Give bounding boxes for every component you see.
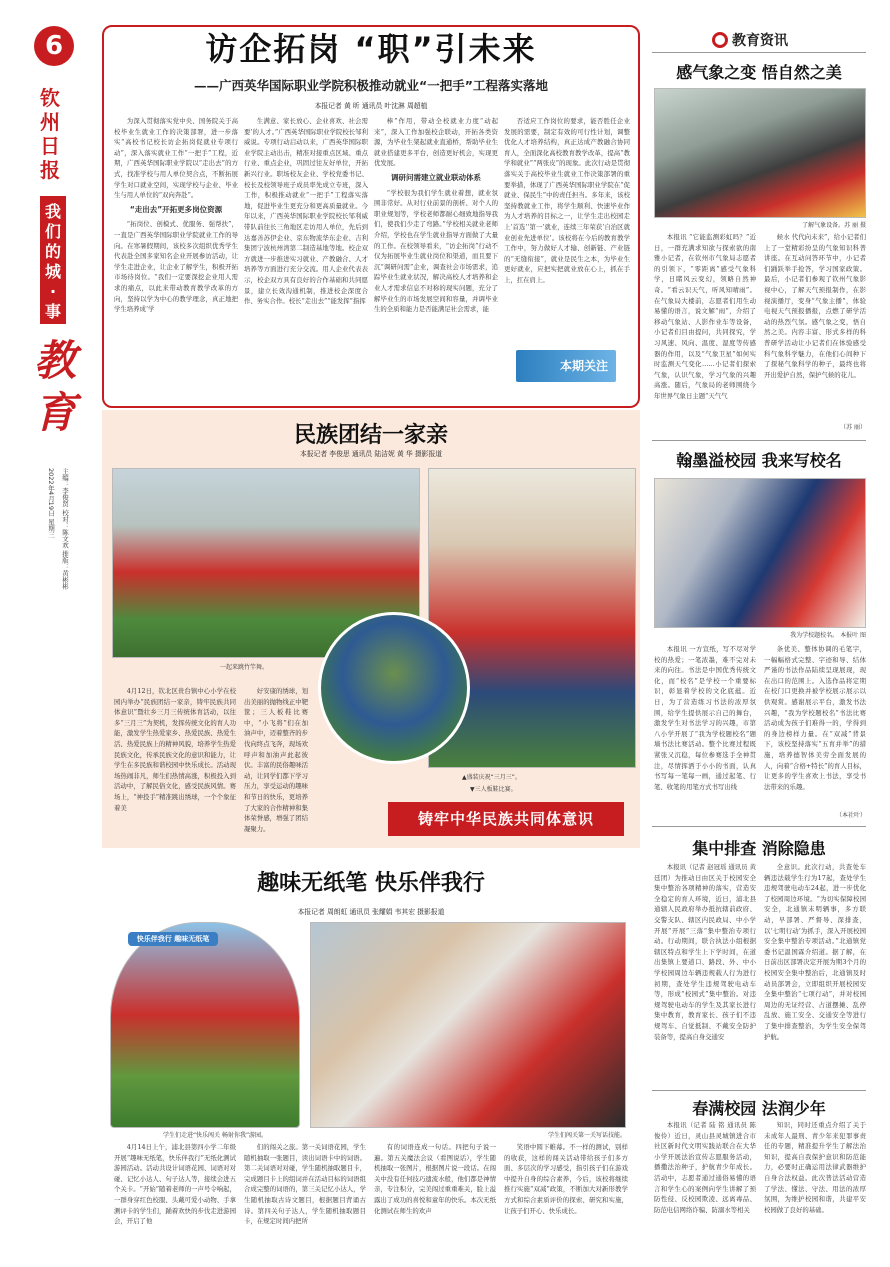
focus-tag bbox=[516, 350, 616, 382]
lead-paragraph: 生满意、家长放心、企业喜欢、社会需要’的人才。”广西英华国际职业学院校长邹利威说。专项行动启动以来，广西英华国际职业学院主动出击，精准对接重点区域、重点行业、重点企业，巩固过往友好单位，开拓新兴行业。职场校友企业、学校党委书记、校长及校领导班子成员率先成立专班，深入工作，积极推动就业“一把手”工程落实落地，促进毕业生更充分和更高质量就业。今年以来，广西英华国际职业学院校长邹利威带队前往长三角地区走访用人单位，先后到达嘉善苏伊企业、京东物流华东企业、吉利集团宁波杭州湾第二制造基地等地。校企双方就进一步推进实习就业、产教融合、人才培养等方面进行充分交流。用人企业代表表示，校企双方具有良好的合作基础和共同愿景，建立长效沟通机制，推进校企深度合作、务实合作。校长“走出去”“能发挥”指挥 bbox=[244, 117, 368, 306]
lead-byline: 本报记者 黄 昕 通讯员 叶沈淋 周超植 bbox=[314, 102, 428, 110]
paperless-photo-sign: 快乐伴我行 趣味无纸笔 bbox=[128, 932, 218, 946]
paper-name: 钦州日报 bbox=[40, 86, 60, 182]
safety-paragraph: 本报讯（记者 赵冠瑶 通讯员 黄廷团）为推动日由区关于校园安全集中整治各项精神的落实，营造安全稳定的育人环境，近日，浦北县通辖人民政府举办抵抗辖前政府、交警支队、辖区内民政局、中小学开展“开展”三落“集中整治专项行动。行动期间，联合执法小组根据辖区特点和学生上下学时间，在道出集镇上要道口、路段、外、中小学校园周边车辆违规载人行为进行初期，查处学生违规驾驶电动车等，形成“校园式”集中整治。对违规驾驶电动车的学生及其家长进行集中教育，教育家长、孩子们不违规驾车、自觉抵制、不戴安全防护装备等，提高自身交通安 bbox=[654, 863, 756, 1041]
lead-col-4 bbox=[504, 116, 630, 342]
lead-col-3 bbox=[374, 116, 498, 404]
paperless-paragraph: 们的闯关之旅。第一关词语花园，学生随机抽取一张题目，读出词语卡中的词语。第二关词语对对碰，学生随机抽取题目卡，完成题目卡上的组词并在活动目标的词语组合成完整的词语的，第三关记忆小达人，学生随机抽取古诗文题目，根据题目背诵古诗。第四关句子达人，学生随机抽取题目卡，在规定时间内把所 bbox=[244, 1143, 366, 1226]
calligraphy-col-a bbox=[654, 644, 756, 820]
news-logo-icon bbox=[712, 32, 728, 48]
spring-col-a bbox=[654, 1120, 756, 1256]
news-brand bbox=[712, 30, 788, 50]
paperless-col-1 bbox=[114, 1142, 236, 1260]
unity-paragraph: 好安康的绣球，划出美丽的抛物线正中靶筐；三人板鞋比赛中，“小飞将”们在加油声中，迈着整齐的步伐向终点飞奔，现场欢呼声和加油声此起彼伏。丰富的民俗趣味活动，让同学们都下学习压力，享受运动的趣味和节日的快乐，更培养了大家的合作精神和集体荣誉感，增强了团结凝聚力。 bbox=[244, 687, 308, 833]
calligraphy-title: 翰墨溢校园 我来写校名 bbox=[676, 451, 842, 470]
calligraphy-photo-caption: 我为学校题校名。 本报叶 图 bbox=[790, 632, 866, 639]
safety-title: 集中排查 消除隐患 bbox=[692, 839, 826, 858]
paperless-photo-quiz bbox=[310, 922, 626, 1128]
unity-photo-costume-caption: ▲盛装庆祝“三月三”。 bbox=[462, 774, 521, 781]
lead-subhead-1: “走出去”开拓更多岗位资源 bbox=[129, 204, 223, 214]
news1-col-a bbox=[654, 232, 756, 432]
section-name: 教育 bbox=[33, 336, 76, 437]
lead-paragraph: “学校很为我们学生就业着想，就业氛围非常好。从对行业前景的剖析、对个人的职业规划等，学校老师都耐心细致地指导我们，使我们少走了弯路。”学校相关就业老师介绍，学校也在学生就业指导方面做了大量的工作。在校领导看来，“访企拓岗”行动不仅为拓展毕业生就业岗位和渠道，而且要下沉“调研问需”企业，调查社会市场需求，追踪毕业生就业状况，解决高校人才培养和企业人才需求信息不对称的现实问题，充分了解毕业生的市场发展空间和容量，并调毕业生的全质和能力是否能满足社会需求，能 bbox=[374, 188, 498, 314]
sidebar-rule bbox=[652, 52, 866, 53]
calligraphy-photo bbox=[654, 478, 866, 628]
sidebar-rule bbox=[652, 440, 866, 441]
safety-col-a bbox=[654, 862, 756, 1084]
issue-date: 2022年4月19日 星期三 bbox=[47, 468, 55, 539]
sidebar-rule bbox=[652, 1090, 866, 1091]
calligraphy-byline: （本社叶） bbox=[835, 812, 866, 819]
unity-col-1 bbox=[114, 686, 236, 846]
lead-title: 访企拓岗 “职”引未来 bbox=[205, 30, 537, 68]
lead-subhead-2: 调研问需建立就业联动体系 bbox=[391, 172, 481, 182]
spring-col-b bbox=[764, 1120, 866, 1256]
spring-paragraph: 本报讯（记者 陆 铭 通讯员 陈俊伶）近日，灵山县灵城镇进合市社区新时代文明实践站联合在大华小学开展法治宣传志愿服务活动，播撒法治种子，护航青少年成长。活动中，志愿者通过通俗易懂的语言和学生心的案例向学生讲解了预防性侵、反校园欺凌、远离毒品、防范电信网络诈骗、防溺水等相关 bbox=[654, 1121, 756, 1214]
lead-subtitle: ——广西英华国际职业学院积极推动就业“一把手”工程落实落地 bbox=[194, 78, 548, 93]
lead-col-2 bbox=[244, 116, 368, 404]
lead-paragraph: “拓岗位、创模式、优服务、强帮扶”，一直是广西英华国际职业学院就业工作的导向。在寒暑假期间，该校多次组织优秀学生代表赴全国多家知名企业开展参访活动，让学生走进企业，让企业了解学生，积极开拓市场待岗位。“我们一定要深挖企业用人需求的痛点，以此来带动教育教学改革的方向，坚持以学为中心的教学理念，真正地把学生培养成‘学 bbox=[114, 220, 238, 314]
news1-title: 感气象之变 悟自然之美 bbox=[676, 63, 842, 82]
news-brand-label: 教育资讯 bbox=[732, 33, 788, 49]
news1-photo bbox=[654, 88, 866, 218]
unity-title: 民族团结一家亲 bbox=[293, 423, 448, 448]
lead-col-1 bbox=[114, 116, 238, 404]
paperless-photo-entrance-caption: 学生们走进“快乐闯关 畅射你我”游园。 bbox=[162, 1132, 268, 1139]
calligraphy-col-b bbox=[764, 644, 866, 808]
paperless-paragraph: 有的词语连成一句话。四把句子说一遍。第五关魔法会议（看图说话），学生随机抽取一张图片，根据图片说一段话。在闯关中没有任何技巧遗流水般，他们都是神情亲，专注积分，完美闯过重重难关，脸上溢露出了成功的喜悦和童年的快乐。本次无纸化测试在师生的欢声 bbox=[374, 1143, 496, 1215]
spring-title: 春满校园 法润少年 bbox=[692, 1099, 826, 1118]
page-number-badge: 6 bbox=[34, 26, 74, 66]
paperless-paragraph: 笑语中圆下帷幕。不一样的测试，别样的收获，这样的闯关活动带给孩子们多方面、多层次的学习感受，指引孩子们在游戏中提升自身的综合素养，今后，该校将继续推行实施“双减”政策，不断加大对新形教学方式和综合素质评价的探索、研究和实施，让孩子们开心、快乐成长。 bbox=[504, 1143, 628, 1215]
news1-byline: （苏 丽） bbox=[840, 424, 866, 431]
calligraphy-paragraph: 本报讯 一方宣纸，写不尽对学校的热爱；一笔浓墨，难不完对未来的向往。书法是中国优秀传统文化，而“校名”是学校一个重要标识，彰显着学校的文化底蕴。近日，为了营造练习书法的浓厚氛围，给学生提供展示自己的舞台，激发学生对书法学习的兴趣，市第八小学开展了“我为学校题校名”题墙书法比赛活动。整个比赛过程既紧张又沉稳，每位参赛选手全神贯注，尽情挥洒于小小的书面，认真书写每一笔每一画，通过起笔、行笔、收笔的用笔方式书写出线 bbox=[654, 645, 756, 791]
news1-photo-caption: 了解气象设备。苏 丽 摄 bbox=[802, 222, 866, 229]
paperless-photo-quiz-caption: 学生们闯关第一关写话技能。 bbox=[547, 1132, 626, 1139]
sidebar-rule bbox=[652, 826, 866, 827]
spring-paragraph: 知识，同时还重点介绍了关于未成年人最刑、青少年来犯罪事责任的专题，精准提升学生了解法治知识，提高自我保护意识和防范能力，必要时正确运用法律武器维护自身合法权益。此次普法活动营造了学法、懂法、守法、用法的浓厚氛围，为维护校园和谐，共建平安校园做了良好的基础。 bbox=[764, 1121, 866, 1214]
unity-banner: 铸牢中华民族共同体意识 bbox=[388, 802, 624, 836]
news1-paragraph: 本报讯 “它能监测彩虹吗？”近日，一群充满求知欲与探索欲的南雅小记者，在钦州市气象局志愿者的引领下，“零距离”感受气象科学，日睹风云变幻，领略自然神奇。“看云识天气，听风知晴雨”。在气象局大楼前，志愿者们用生动易懂的语言，说文解“雨”，介绍了移动气象站、人影作业车等设备，小记者们目由提问，共同探究，学习风速、风向、温度、湿度等传感器的作用，以及“气象卫星”如何实时监测天气变化……小记者们探索气象，认识气象，学习气象的兴趣高涨。随后，气象局的老师围绕今年世界气象日主题“天气气 bbox=[654, 233, 756, 400]
unity-photo-boards bbox=[318, 612, 470, 764]
paperless-title: 趣味无纸笔 快乐伴我行 bbox=[257, 871, 485, 896]
unity-photo-dance-caption: 一起来跳竹竿舞。 bbox=[220, 664, 269, 671]
lead-paragraph: 棒”作用，带动全校就业力度“动起来”，深入工作加强校企联动，开拓各类资源，为毕业生架起就业直通桥，帮助毕业生就业搭建更多平台，创造更好机会，实现更优发展。 bbox=[374, 117, 498, 168]
paperless-col-4 bbox=[504, 1142, 628, 1260]
calligraphy-paragraph: 条优美、整体协调的毛笔字，一幅幅格式完整、字迹和导、结体严谨的书法作品陆续呈现展现，现在出口的范围上。入选作品将定期在校门口更换并被学校展示展示以供观赏。感谢展示平台，激发书法兴趣，“我为学校题校名”书法比赛活动成为孩子们难得一的，学得到的身边榜样力量。在“双减”背景下，该校坚持落实“五育并举”的措施，培养德智体美劳全面发展的人，向着“合格+特长”的育人目标，让更多的学生喜欢上书法，享受书法带来的乐趣。 bbox=[764, 645, 866, 791]
slogan: 我们的城·事 bbox=[44, 202, 61, 321]
lead-paragraph: 否适应工作岗位的要求，能否胜任企业发展的需要，制定有效的可行性计划，调整优化人才培养结构，真正达成产教融合协同育人，全面深化高校教育教学改革，提高“教学和就业”“两张皮”的现象。此次行动是贯彻落实关于高校毕业生就业工作决策部署的重要举措，体现了广西英华国际职业学院在“促就业、保民生”中的责任担当。多年来，该校坚持教就业工作，将学生顺利、快速毕业作为人才培养的目标之一，让学生走出校园走上‘首选’‘第一’就业，连续三年荣获‘自治区就业创业先进单位’。该校将在今后的教育教学工作中，努力做好人才输、创新链、产业链的“无缝衔接”，就业是民生之本，为毕业生更好就业，应把实把就业放在心上，抓在手上，扛在肩上。 bbox=[504, 117, 630, 284]
news1-col-b bbox=[764, 232, 866, 420]
unity-col-2 bbox=[244, 686, 308, 846]
editors-info: 主编：李俊贤 校对：陈文欢 排版：黄彬彬 bbox=[61, 468, 69, 590]
paperless-byline: 本报记者 周朗虹 通讯员 张耀娟 韦其宏 摄影报道 bbox=[297, 908, 445, 916]
lead-paragraph: 为深入贯彻落实党中央、国务院关于高校毕业生就业工作的决策部署，进一步落实“高校书记校长访企拓岗促就业专项行动”，深入落实就业工作“一把手”工程，近期，广西英华国际职业学院以“走出去”的方式，找准学校与用人单位契合点，不断拓展学生对口就业空间，实现学校与企业、毕业生与用人单位的“双向奔赴”。 bbox=[114, 117, 238, 200]
safety-paragraph: 全意识。此次行动，共查处车辆违法载学生行为17起，查处学生违规驾驶电动车24起，进一步优化了校园周边环境。“为切实保障校园安全，北通镇未明辆事，多方联动，早部署、严督导、深排查，以‘七明行动’为抓手，深入开展校园安全集中整治专项活动。”北通镇党委书记温国霖介绍道。据了解，在日前出区部署决定开展为期3个月的校园安全集中整治后，北通镇及时动员部署会，立即组织开展校园安全集中整治“七项行动”，并对校园周边的无证经营、占道摆摊、乱停乱放、施工安全、交通安全等进行了集中排查整治，为学生安全保驾护航。 bbox=[764, 863, 866, 1041]
unity-photo-boards-caption: ▼三人板鞋比赛。 bbox=[470, 786, 517, 793]
paperless-paragraph: 4月14日上午，浦北县第四小学二年级开展“趣味无纸笔，快乐伴我行”无纸化测试游园活动。活动共设计词语花园、词语对对碰、记忆小达人、句子达人等，接续会进五个关卡。“开始”随着老师的一声号令响起，一群身穿红色校服、头戴可爱小动物、手拿测评卡的学生们，踊着欢快的步伐走进游园会，开启了他 bbox=[114, 1143, 236, 1226]
paperless-col-2 bbox=[244, 1142, 366, 1260]
unity-paragraph: 4月12日，钦北区贵台镇中心小学在校园内举办“民族团结一家亲，铸牢民族共同体意识”暨壮乡三月三传统体育活动，以往多“三月三”为契机，发挥传统文化的育人功能，激发学生热爱家乡、热爱民族、热爱生活、热爱民族上的精神风貌，培养学生热爱民族文化，传承民族文化的意识和能力，让学生在多民族和谐校园中快乐成长。活动现场热闹非凡，师生们热情高涨，积极投入到活动中，了解民俗文化，感受民族风情。赛场上，“神投手”精准跳出绣球，一个个象征着美 bbox=[114, 687, 236, 812]
safety-col-b bbox=[764, 862, 866, 1084]
paperless-photo-entrance bbox=[110, 922, 300, 1128]
unity-byline: 本报记者 李俊思 通讯员 陆洁妮 黄 华 摄影报道 bbox=[299, 450, 443, 458]
paperless-col-3 bbox=[374, 1142, 496, 1260]
focus-tag-label: 本期关注 bbox=[559, 359, 608, 373]
news1-paragraph: 候水 代代向未来”，给小记者们上了一堂精彩纷呈的气象知识科普讲座。在互动问答环节中，小记者们踊跃举手抢答，学习国家政策。最后，小记者们参观了钦州气象影视中心，了解天气预报制作，在影视演播厅，变身“气象主播”，体验电视天气预报播报，点燃了研学活动的热烈气氛。感气象之变，悟自然之美。内容丰富、形式多样的科普研学活动让小记者们在体验感受科气象科学魅力，在他们心间种下了探秘气象科学的种子，最终也将开出爱护自然，保护气候的花儿。 bbox=[764, 233, 866, 379]
